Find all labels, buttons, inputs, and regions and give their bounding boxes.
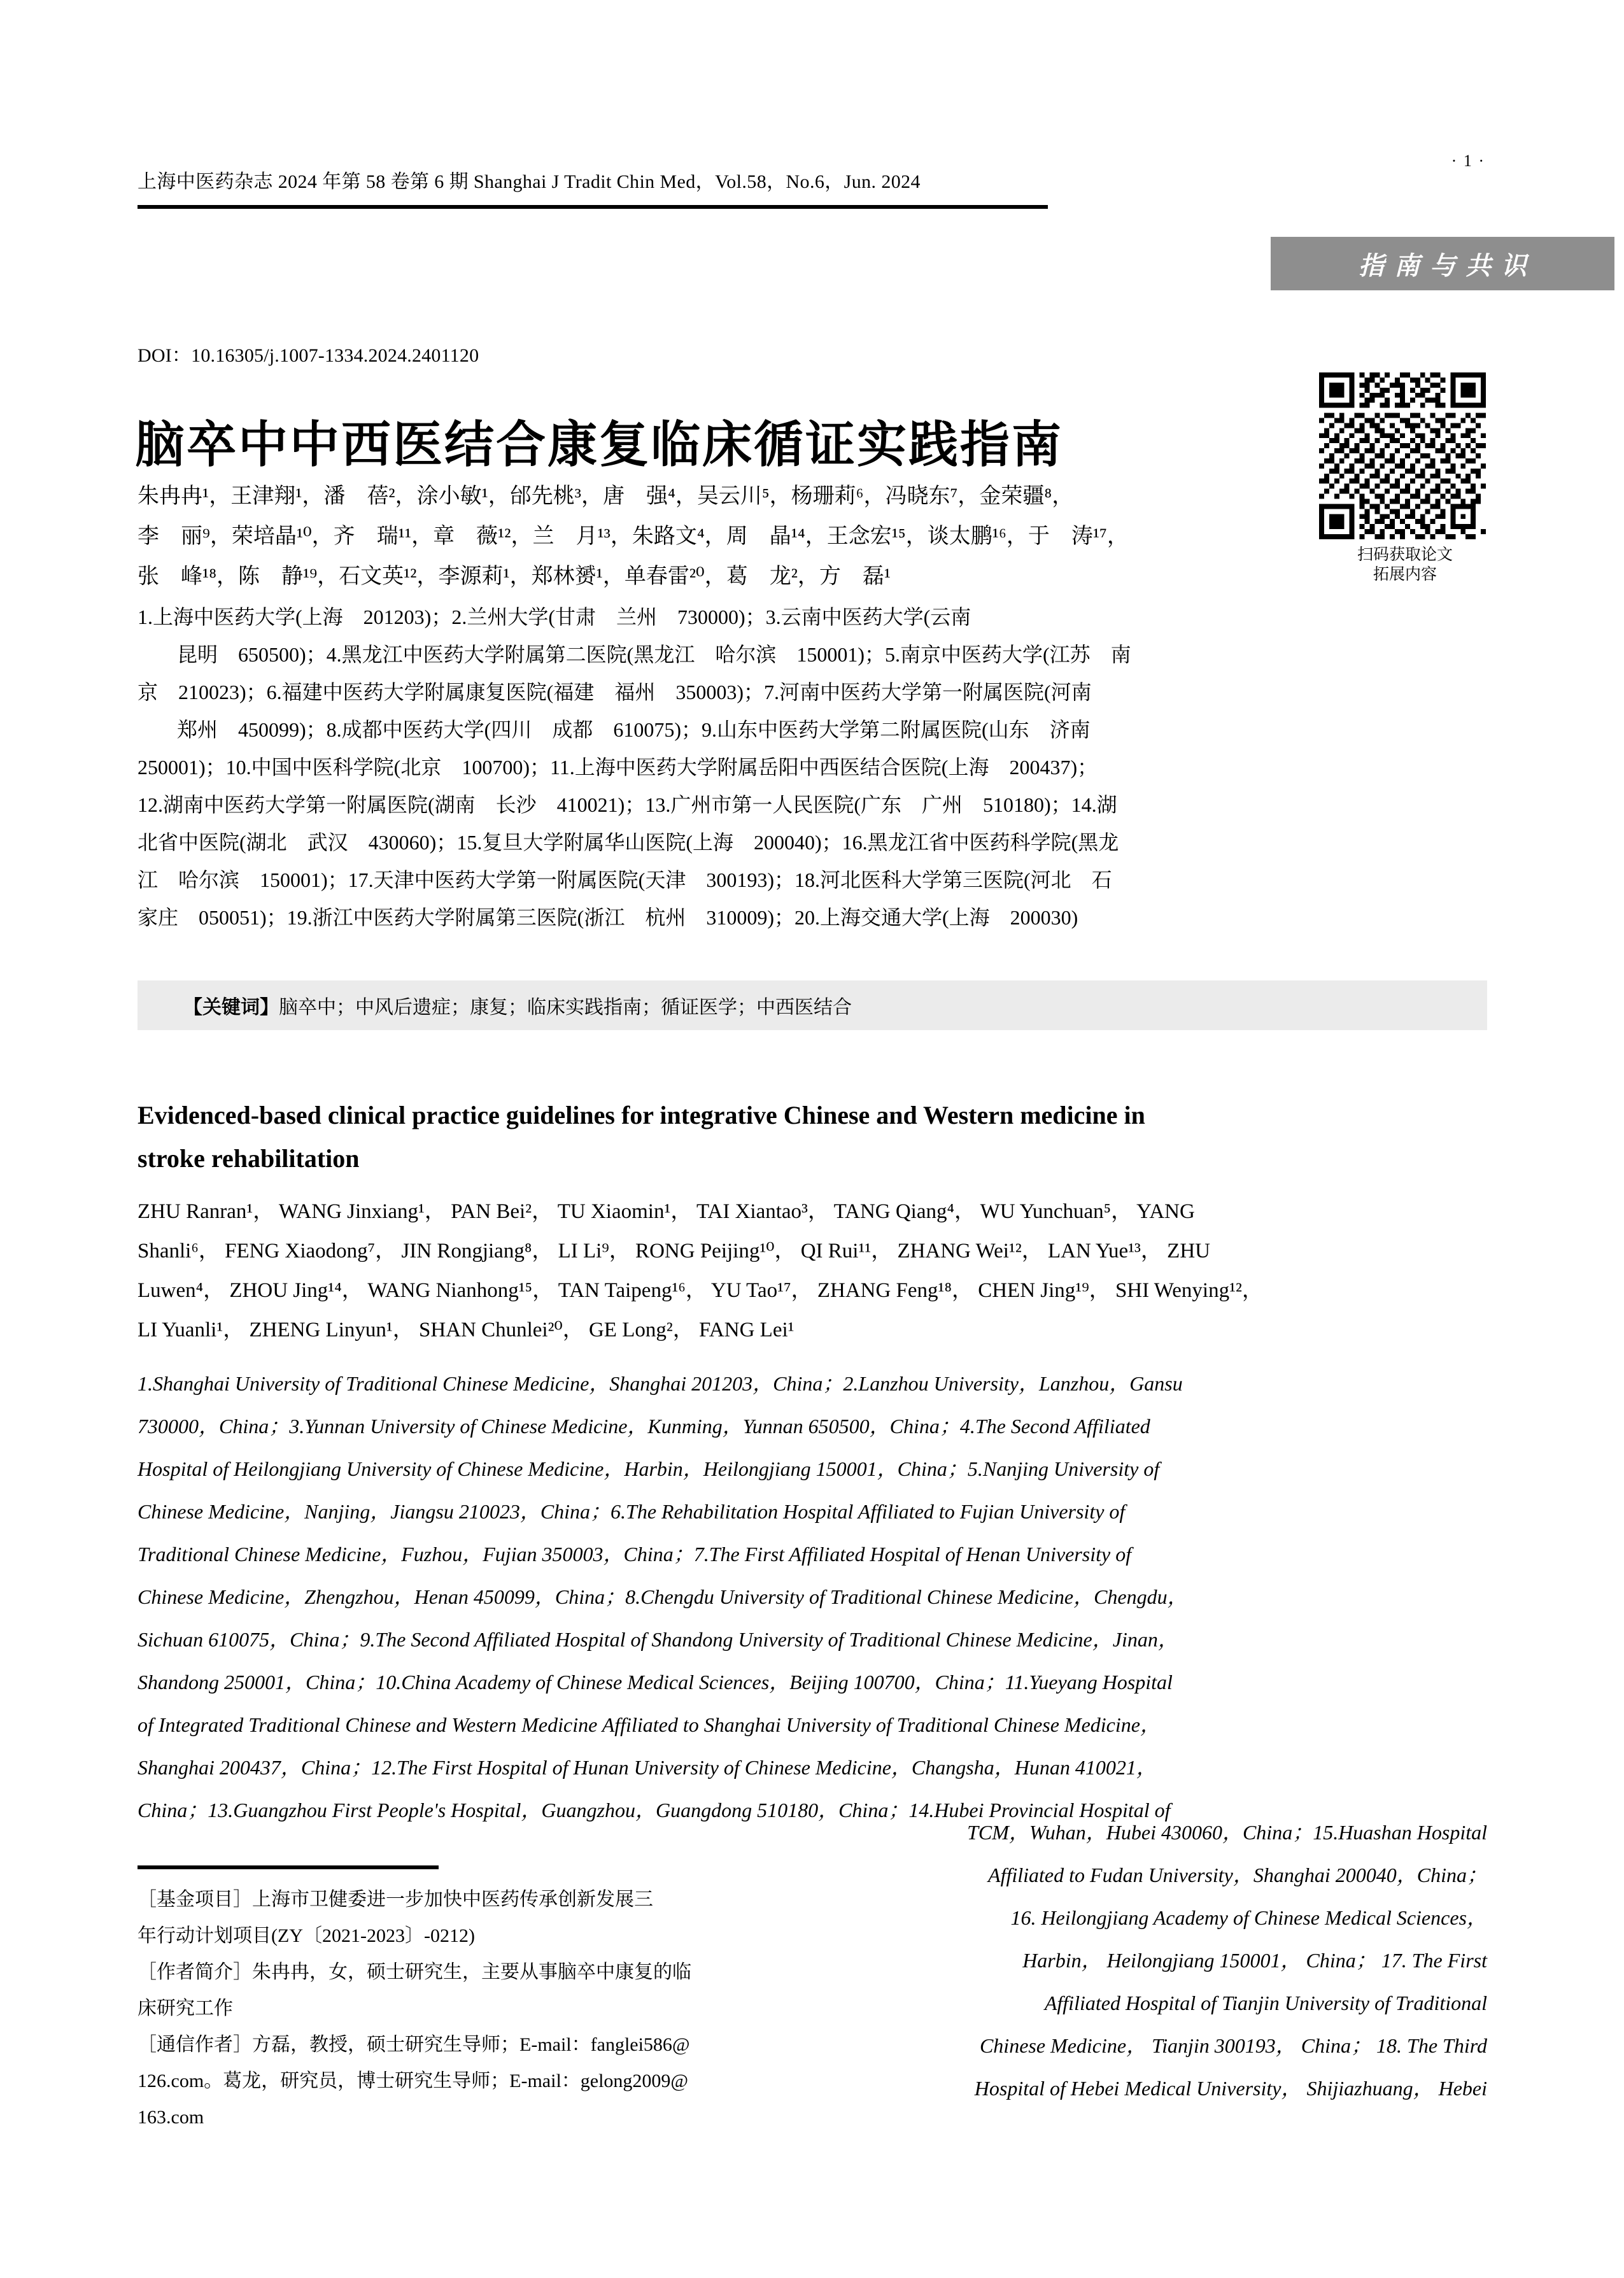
english-affiliation-column [803, 1811, 1487, 2110]
footnote-line: ［基金项目］上海市卫健委进一步加快中医药传承创新发展三 [138, 1889, 653, 1910]
keywords-value: 脑卒中；中风后遗症；康复；临床实践指南；循证医学；中西医结合 [279, 997, 852, 1018]
section-badge: 指南与共识 [1271, 237, 1614, 290]
chinese-affiliation-line: 昆明 650500)；4.黑龙江中医药大学附属第二医院(黑龙江 哈尔滨 150001)；5.南京中医药大学(江苏 南 [177, 643, 1131, 666]
english-author-list [138, 1192, 1487, 1350]
chinese-affiliation-line: 北省中医院(湖北 武汉 430060)；15.复旦大学附属华山医院(上海 200040)；16.黑龙江省中医药科学院(黑龙 [138, 831, 1119, 854]
qr-caption-line2: 拓展内容 [1373, 565, 1437, 583]
english-affiliation-line: Harbin， Heilongjiang 150001， China； 17. The First [1022, 1949, 1487, 1972]
footnote-block [138, 1881, 774, 2135]
english-affiliation-line: Shandong 250001，China；10.China Academy of Chinese Medical Sciences，Beijing 100700，China；11.Yueyang Hospital [138, 1671, 1173, 1694]
english-affiliation-line: Traditional Chinese Medicine，Fuzhou，Fujian 350003，China；7.The First Affiliated Hospital of Henan University of [138, 1543, 1132, 1566]
doi-text: DOI：10.16305/j.1007-1334.2024.2401120 [138, 345, 479, 366]
chinese-affiliation-line: 1.上海中医药大学(上海 201203)；2.兰州大学(甘肃 兰州 730000)；3.云南中医药大学(云南 [138, 605, 971, 628]
english-affiliation-line: Sichuan 610075，China；9.The Second Affiliated Hospital of Shandong University of Traditional Chinese Medicine，Jinan， [138, 1628, 1178, 1651]
english-affiliation-line: Chinese Medicine，Nanjing，Jiangsu 210023，China；6.The Rehabilitation Hospital Affiliated to Fujian University of [138, 1500, 1126, 1523]
english-title-line2: stroke rehabilitation [138, 1144, 360, 1173]
english-affiliation-line: 16. Heilongjiang Academy of Chinese Medical Sciences， [1010, 1906, 1487, 1929]
english-affiliation-line: 730000，China；3.Yunnan University of Chinese Medicine，Kunming，Yunnan 650500，China；4.The Second Affiliated [138, 1415, 1150, 1438]
english-author-line: ZHU Ranran¹， WANG Jinxiang¹， PAN Bei²， TU Xiaomin¹， TAI Xiantao³， TANG Qiang⁴， WU Yunchuan⁵， YANG [138, 1200, 1195, 1223]
footnote-rule [138, 1865, 439, 1869]
footnote-line: 163.com [138, 2107, 204, 2128]
chinese-affiliation-line: 郑州 450099)；8.成都中医药大学(四川 成都 610075)；9.山东中医药大学第二附属医院(山东 济南 [177, 718, 1091, 741]
chinese-affiliation-line: 江 哈尔滨 150001)；17.天津中医药大学第一附属医院(天津 300193)；18.河北医科大学第三医院(河北 石 [138, 868, 1112, 891]
chinese-author-list [138, 476, 1309, 597]
qr-caption [1319, 546, 1491, 584]
header-rule [138, 205, 1048, 209]
running-head: 上海中医药杂志 2024 年第 58 卷第 6 期 Shanghai J Tradit Chin Med，Vol.58，No.6，Jun. 2024 [138, 171, 921, 192]
footnote-line: 126.com。葛龙，研究员，博士研究生导师；E-mail：gelong2009@ [138, 2070, 689, 2091]
english-affiliation-line: TCM，Wuhan，Hubei 430060，China；15.Huashan Hospital [967, 1821, 1487, 1844]
english-affiliation-line: Chinese Medicine，Zhengzhou，Henan 450099，China；8.Chengdu University of Traditional Chinese Medicine，Chengdu， [138, 1585, 1188, 1608]
english-affiliation-line: China；13.Guangzhou First People's Hospital，Guangzhou，Guangdong 510180，China；14.Hubei Provincial Hospital of [138, 1799, 1171, 1822]
english-affiliation-line: Affiliated to Fudan University，Shanghai 200040，China； [988, 1864, 1487, 1886]
keywords-text [138, 991, 852, 1019]
english-affiliation-line: 1.Shanghai University of Traditional Chinese Medicine，Shanghai 201203，China；2.Lanzhou University，Lanzhou，Gansu [138, 1372, 1183, 1395]
footnote-line: ［通信作者］方磊，教授，硕士研究生导师；E-mail：fanglei586@ [138, 2034, 690, 2055]
english-affiliation-line: Affiliated Hospital of Tianjin University of Traditional [1044, 1991, 1487, 2014]
english-author-line: Shanli⁶， FENG Xiaodong⁷， JIN Rongjiang⁸， LI Li⁹， RONG Peijing¹⁰， QI Rui¹¹， ZHANG Wei¹²， LAN Yue¹³， ZHU [138, 1240, 1210, 1263]
chinese-author-line: 张 峰¹⁸，陈 静¹⁹，石文英¹²，李源莉¹，郑林赟¹，单春雷²⁰，葛 龙²，方 磊¹ [138, 565, 891, 588]
qr-caption-line1: 扫码获取论文 [1357, 546, 1453, 563]
chinese-affiliation-line: 12.湖南中医药大学第一附属医院(湖南 长沙 410021)；13.广州市第一人民医院(广东 广州 510180)；14.湖 [138, 793, 1117, 816]
chinese-author-line: 朱冉冉¹，王津翔¹，潘 蓓²，涂小敏¹，邰先桃³，唐 强⁴，吴云川⁵，杨珊莉⁶，冯晓东⁷，金荣疆⁸， [138, 485, 1074, 508]
english-author-line: LI Yuanli¹， ZHENG Linyun¹， SHAN Chunlei²⁰， GE Long²， FANG Lei¹ [138, 1319, 794, 1341]
qr-code-icon [1319, 372, 1486, 539]
footnote-line: ［作者简介］朱冉冉，女，硕士研究生，主要从事脑卒中康复的临 [138, 1962, 691, 1983]
chinese-affiliation-line: 家庄 050051)；19.浙江中医药大学附属第三医院(浙江 杭州 310009)；20.上海交通大学(上海 200030) [138, 906, 1078, 929]
english-affiliation-line: of Integrated Traditional Chinese and Western Medicine Affiliated to Shanghai University of Traditional Chinese Medicine， [138, 1713, 1161, 1736]
english-affiliation-line: Hospital of Hebei Medical University， Shijiazhuang， Hebei [974, 2077, 1487, 2100]
english-affiliation-list [138, 1362, 1487, 1832]
chinese-author-line: 李 丽⁹，荣培晶¹⁰，齐 瑞¹¹，章 薇¹²，兰 月¹³，朱路文⁴，周 晶¹⁴，王念宏¹⁵，谈太鹏¹⁶，于 涛¹⁷， [138, 525, 1129, 548]
page-number: · 1 · [1451, 152, 1485, 170]
qr-code-block [1319, 372, 1491, 584]
footnote-line: 年行动计划项目(ZY〔2021-2023〕-0212) [138, 1925, 475, 1946]
english-affiliation-line: Shanghai 200437，China；12.The First Hospital of Hunan University of Chinese Medicine，Changsha，Hunan 410021， [138, 1756, 1157, 1779]
page-title-chinese: 脑卒中中西医结合康复临床循证实践指南 [135, 417, 1064, 473]
chinese-affiliation-line: 250001)；10.中国中医科学院(北京 100700)；11.上海中医药大学附属岳阳中西医结合医院(上海 200437)； [138, 756, 1098, 779]
english-author-line: Luwen⁴， ZHOU Jing¹⁴， WANG Nianhong¹⁵， TAN Taipeng¹⁶， YU Tao¹⁷， ZHANG Feng¹⁸， CHEN Jing¹⁹， SHI Wenying¹²， [138, 1279, 1263, 1302]
english-title-line1-text: Evidenced-based clinical practice guidelines for integrative Chinese and Western medicine in [138, 1101, 1145, 1129]
chinese-affiliation-line: 京 210023)；6.福建中医药大学附属康复医院(福建 福州 350003)；7.河南中医药大学第一附属医院(河南 [138, 681, 1092, 704]
keywords-band [138, 980, 1487, 1030]
english-affiliation-line: Hospital of Heilongjiang University of Chinese Medicine，Harbin，Heilongjiang 150001，China；5.Nanjing University of [138, 1457, 1160, 1480]
footnote-line: 床研究工作 [138, 1998, 233, 2019]
english-title-line1 [138, 1094, 1487, 1137]
chinese-affiliation-list [138, 598, 1487, 937]
page-title-english [138, 1094, 1487, 1180]
keywords-label: 【关键词】 [183, 997, 279, 1018]
english-affiliation-line: Chinese Medicine， Tianjin 300193， China； 18. The Third [979, 2034, 1487, 2057]
